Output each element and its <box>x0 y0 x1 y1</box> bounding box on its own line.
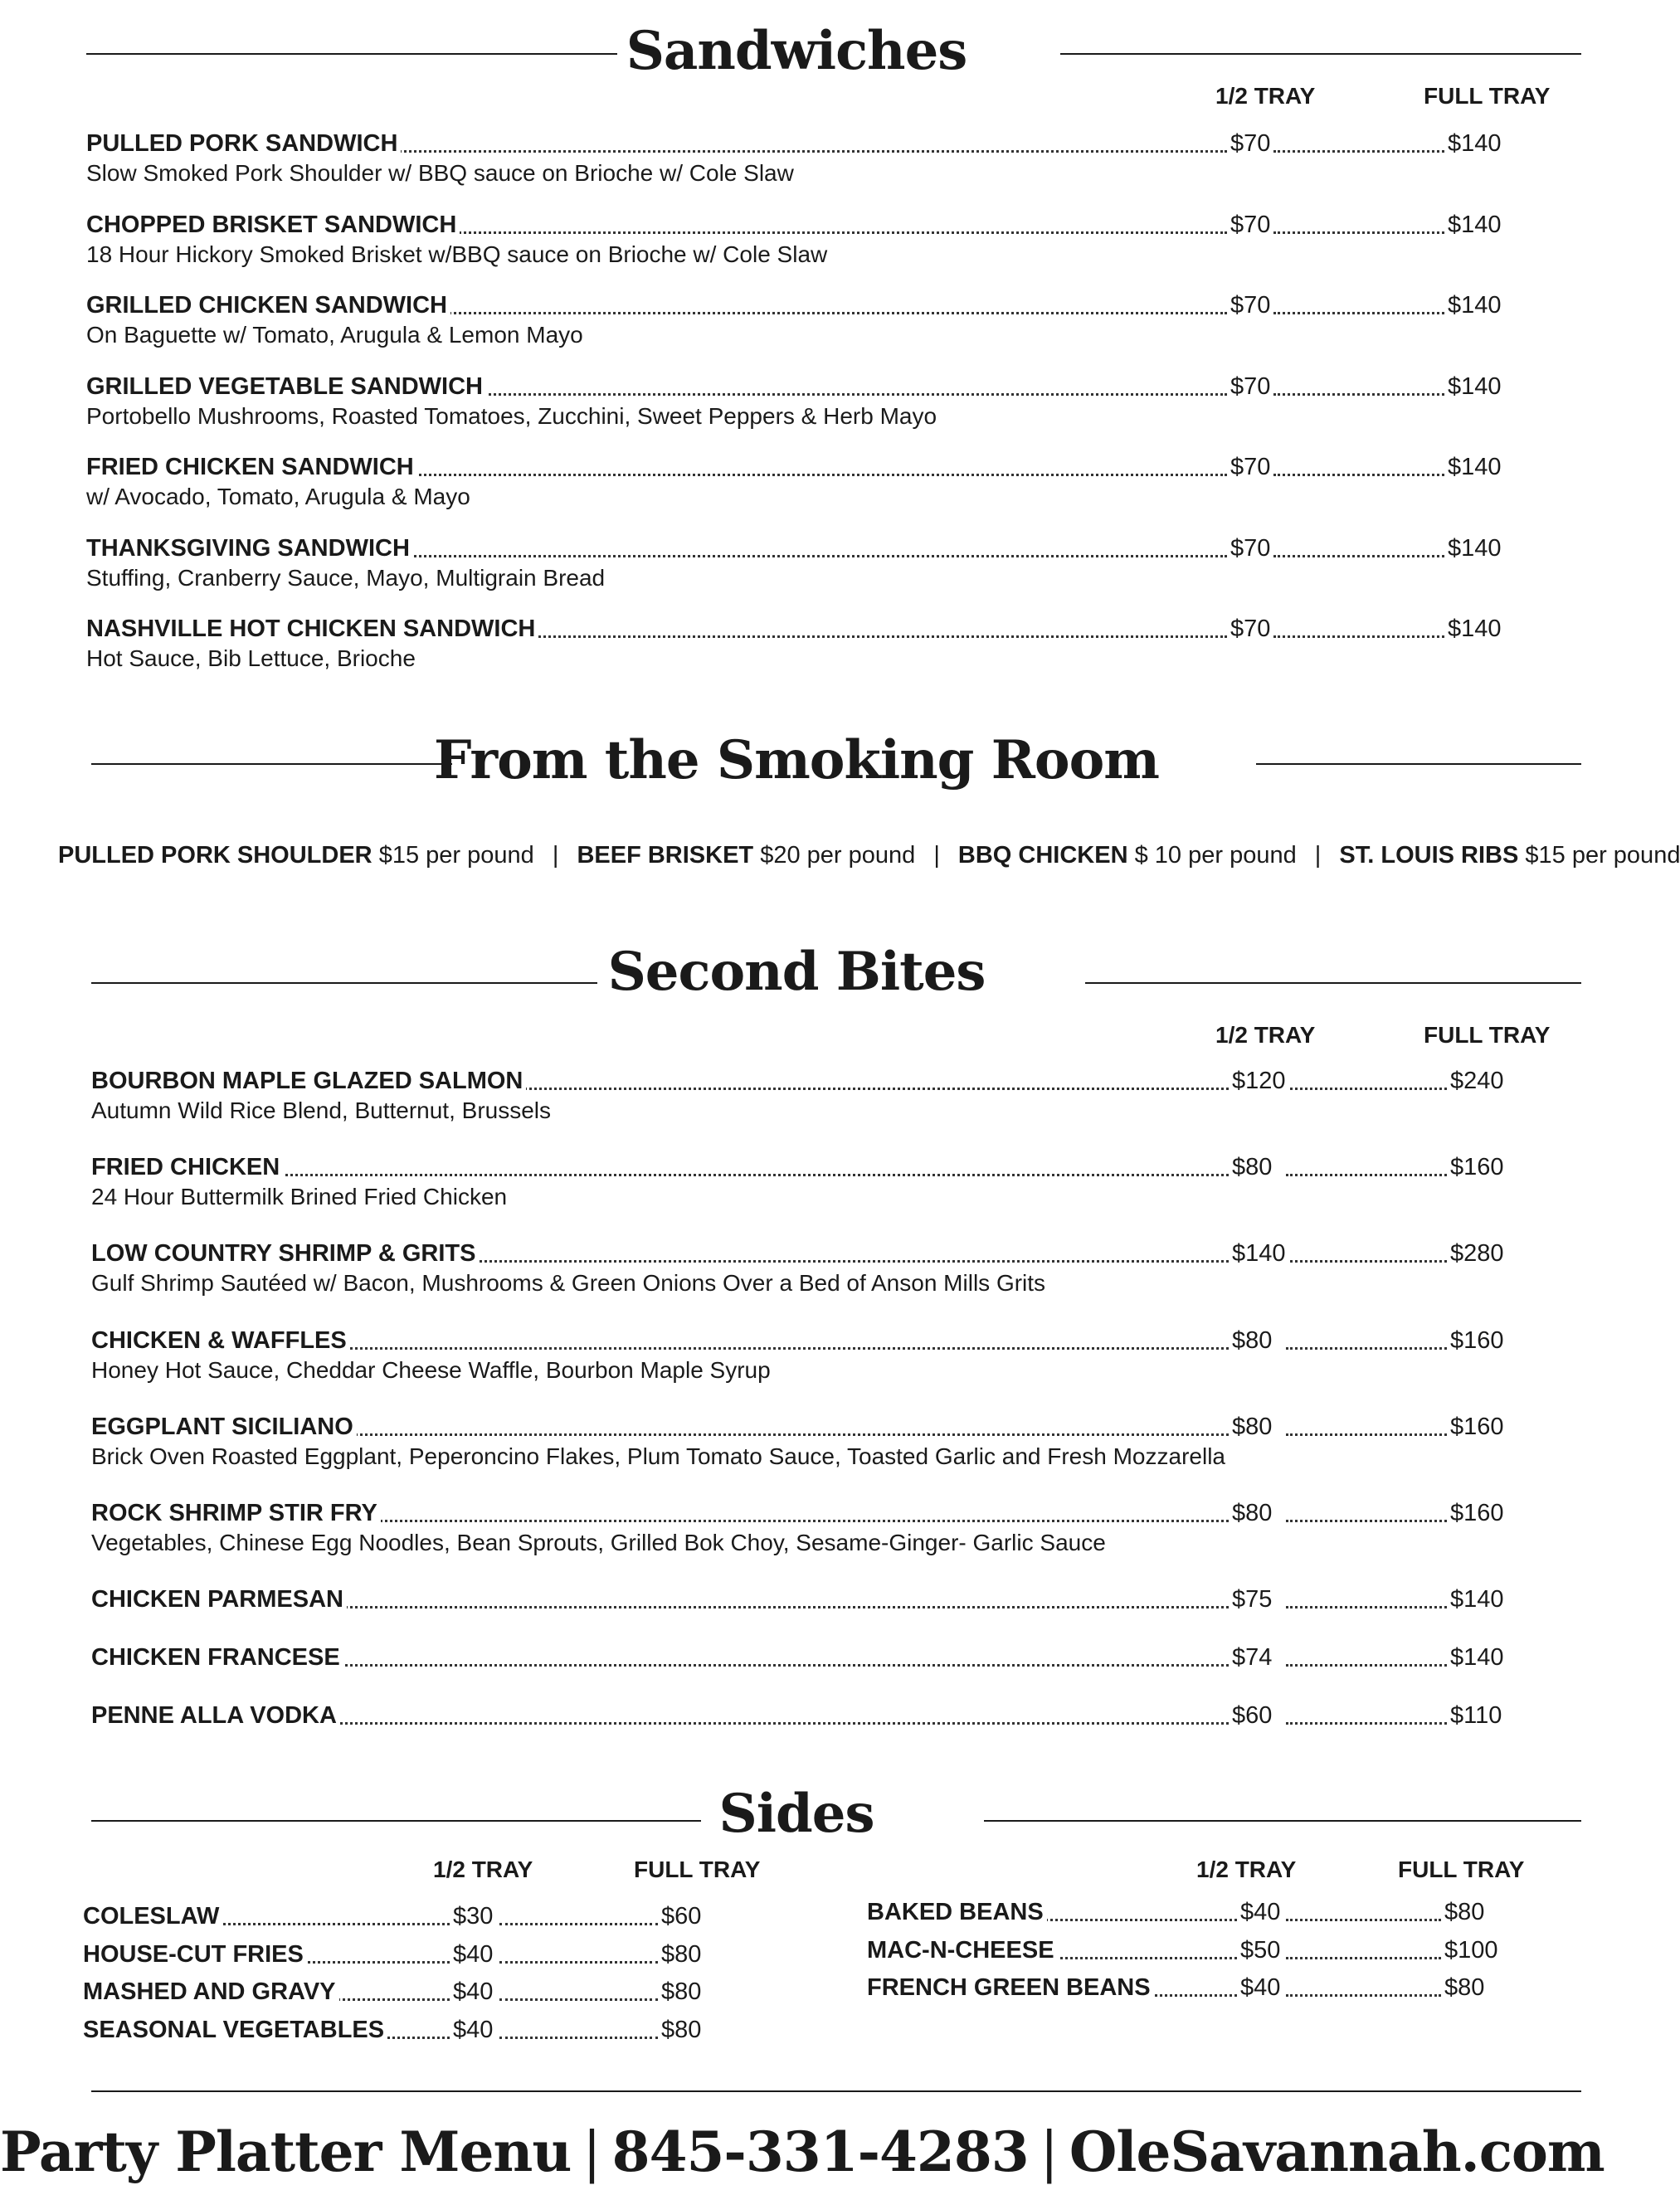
full-tray-price: $80 <box>661 2016 702 2043</box>
smoking-room-line <box>58 842 1680 869</box>
leader-dots <box>1286 1606 1447 1608</box>
leader-dots <box>499 2037 658 2039</box>
item-name: PULLED PORK SANDWICH <box>86 127 401 160</box>
smoke-separator: | <box>933 842 940 869</box>
leader-dots <box>1273 555 1444 557</box>
menu-item-row <box>91 1237 1510 1270</box>
leader-dots <box>499 1998 658 2001</box>
menu-item-row <box>83 1938 713 1971</box>
full-tray-price: $60 <box>661 1903 702 1930</box>
item-name: CHICKEN FRANCESE <box>91 1641 343 1674</box>
item-description: Slow Smoked Pork Shoulder w/ BBQ sauce on Brioche w/ Cole Slaw <box>86 160 794 186</box>
full-tray-price: $80 <box>661 1940 702 1968</box>
full-tray-price: $100 <box>1444 1936 1498 1964</box>
item-name: FRIED CHICKEN SANDWICH <box>86 450 417 484</box>
full-tray-price: $140 <box>1448 534 1502 562</box>
menu-item-row <box>86 208 1506 241</box>
half-tray-price: $80 <box>1232 1410 1274 1443</box>
item-name: THANKSGIVING SANDWICH <box>86 532 413 565</box>
item-name: PENNE ALLA VODKA <box>91 1699 340 1732</box>
leader-dots <box>1286 1919 1441 1921</box>
sides-left-col-full: FULL TRAY <box>634 1857 761 1882</box>
item-name: FRIED CHICKEN <box>91 1151 283 1184</box>
half-tray-price: $60 <box>1232 1699 1274 1732</box>
full-tray-price: $280 <box>1450 1240 1504 1267</box>
footer-website[interactable]: OleSavannah.com <box>1069 2119 1605 2184</box>
item-description: 18 Hour Hickory Smoked Brisket w/BBQ sauce on Brioche w/ Cole Slaw <box>86 241 828 267</box>
sides-heading: Sides <box>718 1783 874 1845</box>
menu-item-row <box>91 1583 1510 1616</box>
item-name: SEASONAL VEGETABLES <box>83 2013 387 2046</box>
leader-dots <box>1286 1664 1447 1667</box>
half-tray-price: $75 <box>1232 1583 1274 1616</box>
menu-item-row <box>86 532 1506 565</box>
full-tray-price: $140 <box>1448 372 1502 400</box>
menu-item-row <box>91 1641 1510 1674</box>
item-description: Gulf Shrimp Sautéed w/ Bacon, Mushrooms & Green Onions Over a Bed of Anson Mills Grits <box>91 1270 1046 1296</box>
item-description: Honey Hot Sauce, Cheddar Cheese Waffle, Bourbon Maple Syrup <box>91 1357 771 1383</box>
footer-phone[interactable]: 845-331-4283 <box>611 2119 1029 2184</box>
item-name: GRILLED CHICKEN SANDWICH <box>86 289 450 322</box>
half-tray-price: $70 <box>1230 450 1273 484</box>
menu-item-row <box>867 1934 1527 1967</box>
item-description: Autumn Wild Rice Blend, Butternut, Brussels <box>91 1097 552 1123</box>
half-tray-price: $40 <box>1240 1896 1283 1929</box>
full-tray-price: $160 <box>1450 1500 1504 1526</box>
smoke-item-name: BEEF BRISKET <box>577 842 754 869</box>
item-name: FRENCH GREEN BEANS <box>867 1971 1154 2004</box>
half-tray-price: $50 <box>1240 1934 1283 1967</box>
half-tray-price: $70 <box>1230 532 1273 565</box>
full-tray-price: $140 <box>1450 1644 1504 1671</box>
half-tray-price: $70 <box>1230 127 1273 160</box>
leader-dots <box>1286 1174 1447 1176</box>
sides-right-col-full: FULL TRAY <box>1398 1857 1525 1882</box>
menu-item-row <box>91 1324 1510 1357</box>
menu-item-row <box>91 1410 1510 1443</box>
second-bites-col-half: 1/2 TRAY <box>1215 1022 1316 1048</box>
full-tray-price: $110 <box>1450 1702 1502 1729</box>
item-name: BOURBON MAPLE GLAZED SALMON <box>91 1064 526 1097</box>
leader-dots <box>1286 1722 1447 1725</box>
footer-menu-name: Party Platter Menu <box>0 2119 572 2184</box>
smoke-separator: | <box>1314 842 1322 869</box>
half-tray-price: $40 <box>453 1938 495 1971</box>
item-description: 24 Hour Buttermilk Brined Fried Chicken <box>91 1184 508 1209</box>
item-description: Brick Oven Roasted Eggplant, Peperoncino Flakes, Plum Tomato Sauce, Toasted Garlic and Fresh Mozzarella <box>91 1443 1225 1469</box>
smoking-room-heading: From the Smoking Room <box>434 729 1159 791</box>
leader-dots <box>499 1961 658 1964</box>
half-tray-price: $80 <box>1232 1151 1274 1184</box>
sandwiches-col-half: 1/2 TRAY <box>1215 83 1316 109</box>
menu-item-row <box>86 370 1506 403</box>
half-tray-price: $80 <box>1232 1324 1274 1357</box>
menu-item-row <box>86 289 1506 322</box>
item-name: CHICKEN PARMESAN <box>91 1583 347 1616</box>
item-name: EGGPLANT SICILIANO <box>91 1410 357 1443</box>
half-tray-price: $80 <box>1232 1496 1274 1530</box>
item-description: On Baguette w/ Tomato, Arugula & Lemon Mayo <box>86 322 583 348</box>
half-tray-price: $70 <box>1230 370 1273 403</box>
smoke-item-price: $15 per pound <box>1525 842 1680 869</box>
menu-item-row <box>867 1896 1527 1929</box>
item-description: w/ Avocado, Tomato, Arugula & Mayo <box>86 484 470 509</box>
smoke-item-name: PULLED PORK SHOULDER <box>58 842 373 869</box>
smoke-item-name: ST. LOUIS RIBS <box>1339 842 1519 869</box>
full-tray-price: $80 <box>661 1978 702 2005</box>
leader-dots <box>1286 1260 1447 1263</box>
full-tray-price: $140 <box>1450 1586 1504 1613</box>
menu-item-row <box>867 1971 1527 2004</box>
full-tray-price: $80 <box>1444 1974 1485 2001</box>
item-name: GRILLED VEGETABLE SANDWICH <box>86 370 486 403</box>
leader-dots <box>1286 1088 1447 1090</box>
smoke-item-price: $15 per pound <box>378 842 534 869</box>
smoke-item-name: BBQ CHICKEN <box>957 842 1128 869</box>
leader-dots <box>1273 474 1444 476</box>
item-name: MASHED AND GRAVY <box>83 1975 339 2008</box>
full-tray-price: $80 <box>1444 1899 1485 1925</box>
half-tray-price: $40 <box>453 2013 495 2046</box>
sandwiches-col-full: FULL TRAY <box>1424 83 1551 109</box>
full-tray-price: $160 <box>1450 1327 1504 1354</box>
full-tray-price: $140 <box>1448 211 1502 238</box>
full-tray-price: $140 <box>1448 130 1502 157</box>
sides-left-col-half: 1/2 TRAY <box>433 1857 533 1882</box>
leader-dots <box>1273 150 1444 153</box>
menu-item-row <box>86 450 1506 484</box>
item-name: CHOPPED BRISKET SANDWICH <box>86 208 460 241</box>
item-description: Portobello Mushrooms, Roasted Tomatoes, Zucchini, Sweet Peppers & Herb Mayo <box>86 402 937 429</box>
item-description: Hot Sauce, Bib Lettuce, Brioche <box>86 645 416 671</box>
half-tray-price: $140 <box>1232 1237 1288 1270</box>
full-tray-price: $160 <box>1450 1154 1504 1180</box>
item-description: Stuffing, Cranberry Sauce, Mayo, Multigrain Bread <box>86 564 606 591</box>
menu-item-row <box>91 1496 1510 1530</box>
leader-dots <box>1273 393 1444 396</box>
item-name: ROCK SHRIMP STIR FRY <box>91 1496 381 1530</box>
half-tray-price: $40 <box>1240 1971 1283 2004</box>
item-name: COLESLAW <box>83 1900 222 1933</box>
smoke-item-price: $20 per pound <box>760 842 916 869</box>
full-tray-price: $160 <box>1450 1414 1504 1440</box>
leader-dots <box>1286 1433 1447 1436</box>
half-tray-price: $74 <box>1232 1641 1274 1674</box>
leader-dots <box>1273 231 1444 234</box>
sides-right-col-half: 1/2 TRAY <box>1196 1857 1297 1882</box>
half-tray-price: $120 <box>1232 1064 1288 1097</box>
item-name: CHICKEN & WAFFLES <box>91 1324 350 1357</box>
second-bites-col-full: FULL TRAY <box>1424 1022 1551 1048</box>
full-tray-price: $140 <box>1448 454 1502 480</box>
menu-item-row <box>86 612 1506 645</box>
full-tray-price: $140 <box>1448 292 1502 319</box>
item-name: LOW COUNTRY SHRIMP & GRITS <box>91 1237 479 1270</box>
leader-dots <box>1286 1347 1447 1350</box>
second-bites-heading: Second Bites <box>607 941 986 1003</box>
menu-item-row <box>91 1699 1510 1732</box>
half-tray-price: $30 <box>453 1900 495 1933</box>
menu-item-row <box>91 1151 1510 1184</box>
half-tray-price: $70 <box>1230 612 1273 645</box>
menu-item-row <box>91 1064 1510 1097</box>
leader-dots <box>1273 312 1444 314</box>
item-name: HOUSE-CUT FRIES <box>83 1938 307 1971</box>
smoke-item-price: $ 10 per pound <box>1134 842 1297 869</box>
full-tray-price: $240 <box>1450 1068 1504 1094</box>
half-tray-price: $70 <box>1230 289 1273 322</box>
footer-separator: | <box>1040 2120 1058 2184</box>
sandwiches-heading: Sandwiches <box>626 20 967 82</box>
item-name: MAC-N-CHEESE <box>867 1934 1058 1967</box>
menu-item-row <box>83 1975 713 2008</box>
leader-dots <box>1286 1520 1447 1522</box>
menu-item-row <box>86 127 1506 160</box>
footer-line <box>0 2119 1605 2184</box>
footer-rule <box>91 2090 1581 2092</box>
leader-dots <box>499 1923 658 1925</box>
item-name: NASHVILLE HOT CHICKEN SANDWICH <box>86 612 538 645</box>
leader-dots <box>1286 1994 1441 1997</box>
menu-item-row <box>83 2013 713 2046</box>
leader-dots <box>1286 1957 1441 1959</box>
item-name: BAKED BEANS <box>867 1896 1047 1929</box>
leader-dots <box>1273 635 1444 638</box>
half-tray-price: $70 <box>1230 208 1273 241</box>
full-tray-price: $140 <box>1448 616 1502 642</box>
smoke-separator: | <box>552 842 559 869</box>
half-tray-price: $40 <box>453 1975 495 2008</box>
item-description: Vegetables, Chinese Egg Noodles, Bean Sprouts, Grilled Bok Choy, Sesame-Ginger- Garlic Sauce <box>91 1530 1106 1555</box>
menu-item-row <box>83 1900 713 1933</box>
footer-separator: | <box>582 2120 601 2184</box>
